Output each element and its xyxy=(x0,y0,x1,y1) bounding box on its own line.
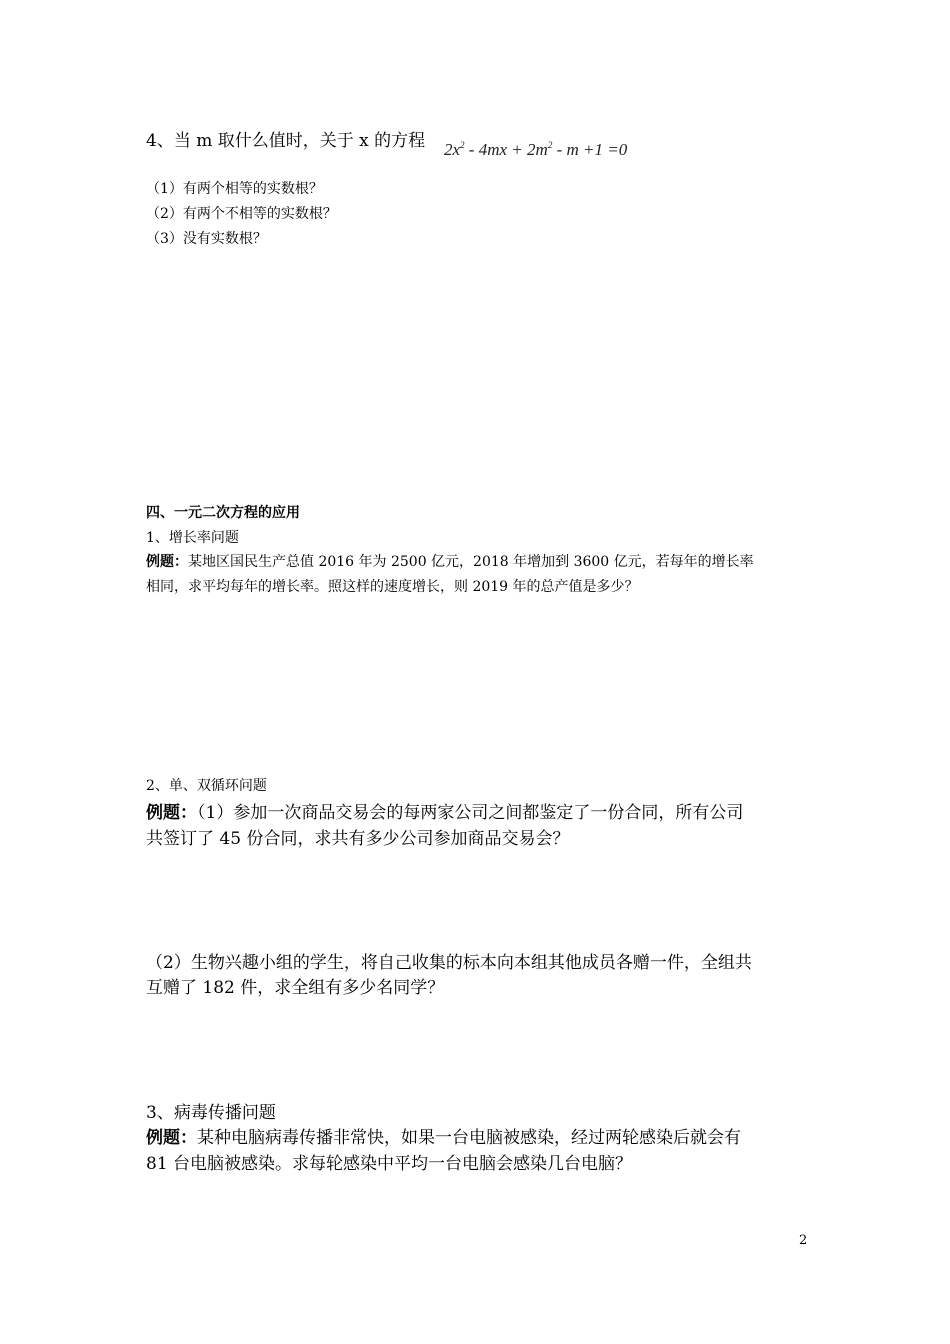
question-4-equation: $2x^2 - 4mx + 2m^2 - m +1 =0$ xyxy=(444,140,628,159)
problem-1-line-2: 相同，求平均每年的增长率。照这样的速度增长，则 2019 年的总产值是多少？ xyxy=(146,579,639,595)
page-number: 2 xyxy=(799,1233,808,1248)
problem-2-heading: 2、单、双循环问题 xyxy=(146,778,267,794)
problem-2-line-2: 共签订了 45 份合同，求共有多少公司参加商品交易会？ xyxy=(146,829,570,849)
example-label: 例题： xyxy=(146,803,197,823)
example-label: 例题： xyxy=(146,554,188,570)
problem-2-line-3: （2）生物兴趣小组的学生，将自己收集的标本向本组其他成员各赠一件，全组共 xyxy=(146,953,752,973)
example-label: 例题： xyxy=(146,1128,197,1148)
problem-3-line-2: 81 台电脑被感染。求每轮感染中平均一台电脑会感染几台电脑？ xyxy=(146,1154,633,1174)
question-4-sub-1: （1）有两个相等的实数根？ xyxy=(146,181,323,197)
problem-1-line-1: 例题：某地区国民生产总值 2016 年为 2500 亿元，2018 年增加到 3600 亿元，若每年的增长率 xyxy=(146,554,754,570)
problem-3-heading: 3、病毒传播问题 xyxy=(146,1103,276,1123)
section-title: 四、一元二次方程的应用 xyxy=(146,505,300,521)
problem-1-heading: 1、增长率问题 xyxy=(146,530,239,546)
problem-3-line-1: 例题：某种电脑病毒传播非常快，如果一台电脑被感染，经过两轮感染后就会有 xyxy=(146,1128,741,1148)
question-4-text: 4、当 m 取什么值时，关于 x 的方程 xyxy=(146,131,426,151)
question-4-sub-3: （3）没有实数根？ xyxy=(146,231,267,247)
problem-2-line-1: 例题：（1）参加一次商品交易会的每两家公司之间都鉴定了一份合同，所有公司 xyxy=(146,803,744,823)
question-4-sub-2: （2）有两个不相等的实数根？ xyxy=(146,206,337,222)
problem-2-line-4: 互赠了 182 件，求全组有多少名同学？ xyxy=(146,978,445,998)
